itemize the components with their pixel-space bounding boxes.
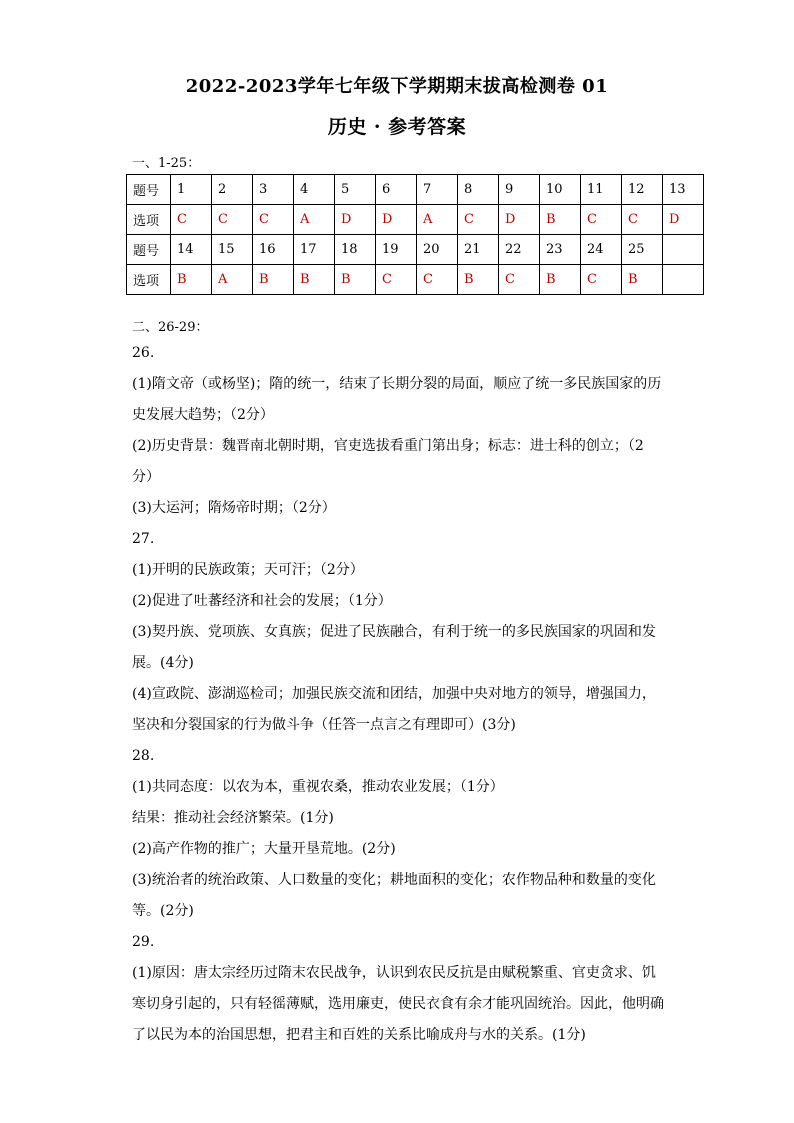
answer-line: (2)历史背景：魏晋南北朝时期，官吏选拔看重门第出身；标志：进士科的创立；（2: [132, 438, 644, 454]
answer-line: (3)统治者的统治政策、人口数量的变化；耕地面积的变化；农作物品种和数量的变化: [132, 872, 656, 888]
answer-line: 结果：推动社会经济繁荣。(1分): [132, 810, 334, 826]
answer-line: (1)开明的民族政策；天可汗；（2分）: [132, 562, 364, 578]
question-number-cell: 17: [294, 235, 335, 265]
answer-line: 史发展大趋势；（2分）: [132, 407, 274, 423]
answer-cell: D: [499, 205, 540, 235]
question-number-cell: [663, 235, 704, 265]
question-number-cell: 6: [376, 175, 417, 205]
question-number-cell: 3: [253, 175, 294, 205]
question-number-cell: 20: [417, 235, 458, 265]
answer-line: 28.: [132, 748, 155, 764]
answer-line: 展。(4分): [132, 655, 194, 671]
answer-cell: B: [458, 265, 499, 295]
section-heading-choice: 一、1-25：: [132, 156, 201, 171]
answer-cell: C: [458, 205, 499, 235]
answer-cell: C: [376, 265, 417, 295]
answer-cell: C: [581, 205, 622, 235]
question-number-cell: 18: [335, 235, 376, 265]
table-row: [127, 175, 704, 205]
answer-line: (2)高产作物的推广；大量开垦荒地。(2分): [132, 841, 396, 857]
question-number-cell: 11: [581, 175, 622, 205]
row-label: 选项: [127, 265, 171, 295]
question-number-cell: 9: [499, 175, 540, 205]
answer-cell: B: [540, 265, 581, 295]
answer-cell: A: [417, 205, 458, 235]
answer-line: (3)大运河；隋炀帝时期；（2分）: [132, 500, 336, 516]
question-number-cell: 23: [540, 235, 581, 265]
answer-line: 等。(2分): [132, 903, 194, 919]
answer-line: 分）: [132, 469, 160, 485]
question-number-cell: 1: [171, 175, 212, 205]
row-label: 题号: [127, 235, 171, 265]
answer-cell: D: [335, 205, 376, 235]
question-number-cell: 15: [212, 235, 253, 265]
answer-cell: C: [622, 205, 663, 235]
answer-line: 27.: [132, 531, 155, 547]
table-row: [127, 265, 704, 295]
question-number-cell: 22: [499, 235, 540, 265]
question-number-cell: 24: [581, 235, 622, 265]
question-number-cell: 5: [335, 175, 376, 205]
question-number-cell: 25: [622, 235, 663, 265]
answer-cell: C: [171, 205, 212, 235]
question-number-cell: 14: [171, 235, 212, 265]
answer-cell: B: [171, 265, 212, 295]
answer-line: 了以民为本的治国思想，把君主和百姓的关系比喻成舟与水的关系。(1分): [132, 1027, 586, 1043]
answer-cell: C: [417, 265, 458, 295]
answer-line: (3)契丹族、党项族、女真族；促进了民族融合，有利于统一的多民族国家的巩固和发: [132, 624, 656, 640]
answer-line: 寒切身引起的，只有轻徭薄赋，选用廉吏，使民衣食有余才能巩固统治。因此，他明确: [132, 996, 664, 1012]
question-number-cell: 16: [253, 235, 294, 265]
row-label: 选项: [127, 205, 171, 235]
question-number-cell: 4: [294, 175, 335, 205]
answer-cell: B: [622, 265, 663, 295]
answer-line: (1)原因：唐太宗经历过隋末农民战争，认识到农民反抗是由赋税繁重、官吏贪求、饥: [132, 965, 656, 981]
question-number-cell: 7: [417, 175, 458, 205]
answer-cell: D: [663, 205, 704, 235]
document-title: 2022-2023学年七年级下学期期末拔高检测卷 01: [185, 76, 609, 97]
answer-cell: [663, 265, 704, 295]
answer-line: (1)隋文帝（或杨坚)；隋的统一，结束了长期分裂的局面，顺应了统一多民族国家的历: [132, 376, 662, 392]
question-number-cell: 10: [540, 175, 581, 205]
section-heading-short-answer: 二、26-29：: [132, 320, 209, 335]
question-number-cell: 8: [458, 175, 499, 205]
answer-cell: B: [540, 205, 581, 235]
answer-table: [126, 174, 704, 295]
question-number-cell: 2: [212, 175, 253, 205]
answer-cell: C: [212, 205, 253, 235]
answer-cell: B: [253, 265, 294, 295]
answer-cell: B: [294, 265, 335, 295]
answer-line: (4)宣政院、澎湖巡检司；加强民族交流和团结，加强中央对地方的领导，增强国力，: [132, 686, 656, 702]
answer-line: 坚决和分裂国家的行为做斗争（任答一点言之有理即可）(3分): [132, 717, 516, 733]
answer-cell: A: [294, 205, 335, 235]
table-row: [127, 235, 704, 265]
answer-line: (1)共同态度：以农为本，重视农桑，推动农业发展；（1分）: [132, 779, 504, 795]
question-number-cell: 19: [376, 235, 417, 265]
answer-cell: C: [253, 205, 294, 235]
answer-line: 29.: [132, 934, 155, 950]
answer-line: (2)促进了吐蕃经济和社会的发展；（1分）: [132, 593, 392, 609]
answer-cell: A: [212, 265, 253, 295]
question-number-cell: 12: [622, 175, 663, 205]
question-number-cell: 13: [663, 175, 704, 205]
document-subtitle: 历史 · 参考答案: [327, 116, 467, 138]
answer-cell: D: [376, 205, 417, 235]
question-number-cell: 21: [458, 235, 499, 265]
answer-cell: C: [581, 265, 622, 295]
row-label: 题号: [127, 175, 171, 205]
answer-line: 26.: [132, 345, 155, 361]
answer-cell: C: [499, 265, 540, 295]
table-row: [127, 205, 704, 235]
answer-cell: B: [335, 265, 376, 295]
